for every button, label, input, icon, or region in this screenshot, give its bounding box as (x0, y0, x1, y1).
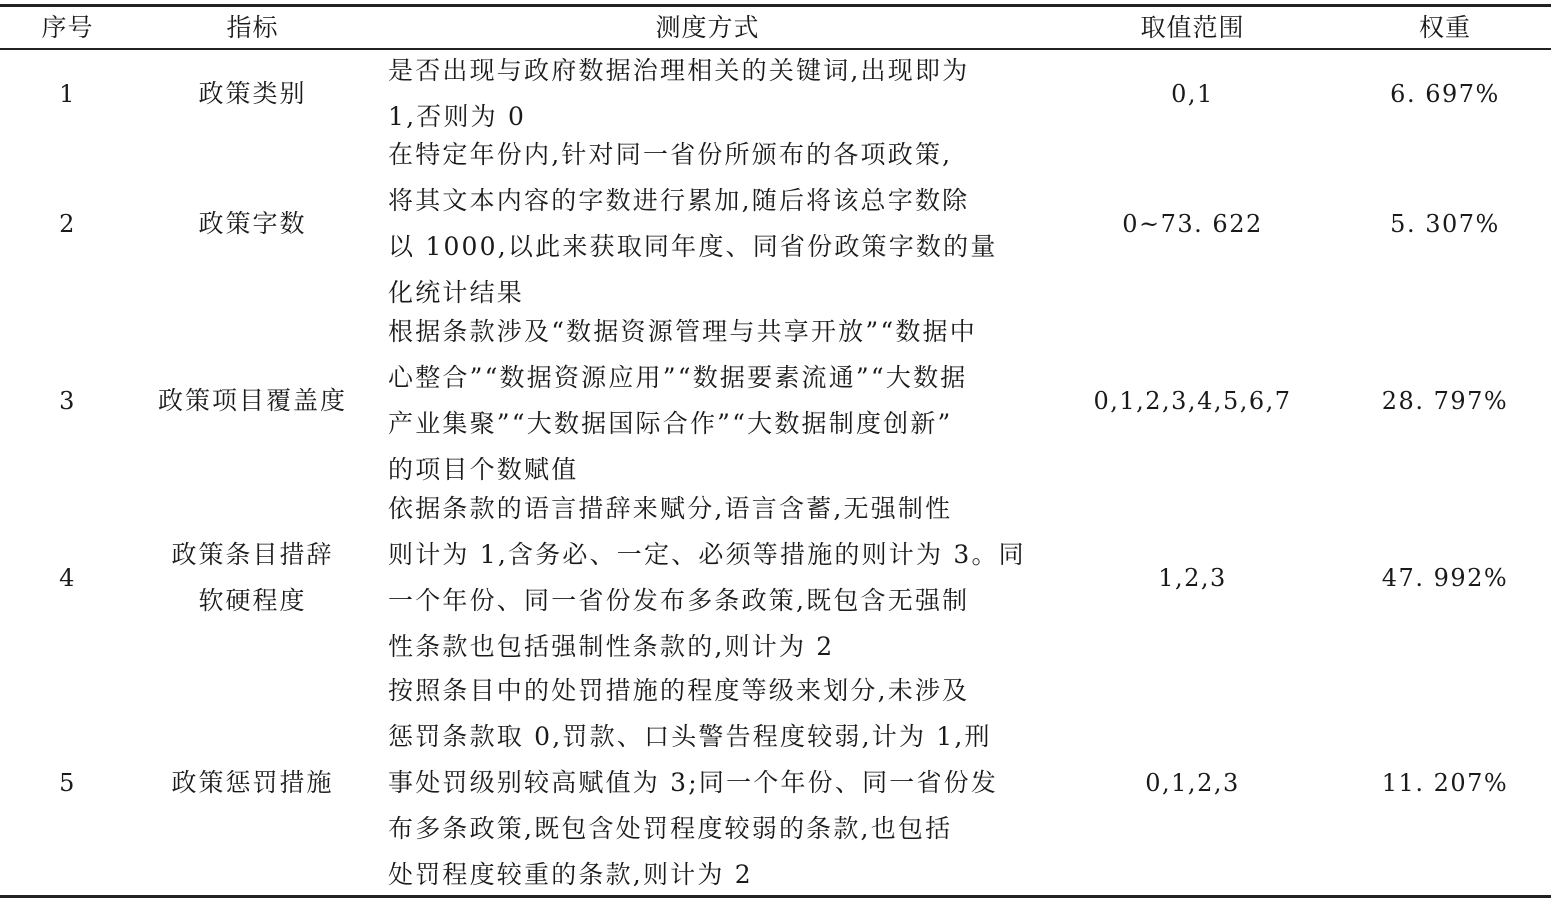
row-weight: 11. 207% (1381, 769, 1509, 797)
method-line: 处罚程度较重的条款,则计为 2 (388, 860, 753, 889)
method-line: 化统计结果 (388, 278, 525, 307)
method-line: 的项目个数赋值 (388, 455, 579, 484)
row-method (388, 486, 1028, 670)
row-serial-number: 3 (59, 387, 76, 415)
row-value-range: 0,1,2,3 (1145, 769, 1240, 797)
header-indicator: 指标 (226, 13, 279, 42)
row-indicator-line: 软硬程度 (198, 586, 307, 615)
table-bottom-rule (0, 895, 1551, 898)
header-value-range: 取值范围 (1140, 13, 1245, 42)
method-line: 依据条款的语言措辞来赋分,语言含蓄,无强制性 (388, 494, 953, 523)
row-weight: 6. 697% (1390, 80, 1500, 108)
method-line: 以 1000,以此来获取同年度、同省份政策字数的量 (388, 232, 998, 261)
method-line: 在特定年份内,针对同一省份所颁布的各项政策, (388, 140, 953, 169)
method-line: 心整合”“数据资源应用”“数据要素流通”“大数据 (388, 363, 968, 392)
row-weight: 47. 992% (1381, 564, 1509, 592)
table-row (0, 486, 1551, 670)
row-indicator: 政策项目覆盖度 (157, 386, 347, 415)
row-serial-number: 4 (59, 564, 76, 592)
table-row (0, 668, 1551, 898)
row-indicator: 政策字数 (198, 209, 307, 238)
row-weight: 28. 797% (1381, 387, 1509, 415)
row-method (388, 309, 1028, 493)
table-row (0, 309, 1551, 493)
header-serial-number: 序号 (41, 13, 94, 42)
method-line: 布多条政策,既包含处罚程度较弱的条款,也包括 (388, 814, 953, 843)
method-line: 性条款也包括强制性条款的,则计为 2 (388, 632, 835, 661)
method-line: 产业集聚”“大数据国际合作”“大数据制度创新” (388, 409, 953, 438)
row-serial-number: 2 (59, 210, 76, 238)
method-line: 根据条款涉及“数据资源管理与共享开放”“数据中 (388, 317, 977, 346)
row-value-range: 0,1,2,3,4,5,6,7 (1093, 387, 1292, 415)
row-weight: 5. 307% (1390, 210, 1500, 238)
table-header-row (0, 7, 1551, 48)
row-indicator (140, 486, 365, 670)
method-line: 将其文本内容的字数进行累加,随后将该总字数除 (388, 186, 970, 215)
row-indicator: 政策惩罚措施 (171, 768, 334, 797)
row-value-range: 1,2,3 (1158, 564, 1227, 592)
method-line: 1,否则为 0 (388, 102, 527, 131)
table-row (0, 48, 1551, 140)
method-line: 事处罚级别较高赋值为 3;同一个年份、同一省份发 (388, 768, 999, 797)
method-line: 则计为 1,含务必、一定、必须等措施的则计为 3。同 (388, 540, 1026, 569)
row-method (388, 132, 1028, 316)
row-method (388, 48, 1028, 140)
row-value-range: 0,1 (1171, 80, 1214, 108)
row-indicator: 政策类别 (198, 79, 307, 108)
row-serial-number: 5 (59, 769, 76, 797)
row-value-range: 0~73. 622 (1122, 210, 1263, 238)
row-indicator-line: 政策条目措辞 (171, 540, 334, 569)
row-method (388, 668, 1028, 898)
method-line: 是否出现与政府数据治理相关的关键词,出现即为 (388, 56, 970, 85)
method-line: 惩罚条款取 0,罚款、口头警告程度较弱,计为 1,刑 (388, 722, 992, 751)
header-measurement-method: 测度方式 (655, 13, 760, 42)
table-row (0, 132, 1551, 316)
method-line: 按照条目中的处罚措施的程度等级来划分,未涉及 (388, 676, 970, 705)
row-serial-number: 1 (59, 80, 76, 108)
header-weight: 权重 (1418, 13, 1471, 42)
method-line: 一个年份、同一省份发布多条政策,既包含无强制 (388, 586, 970, 615)
